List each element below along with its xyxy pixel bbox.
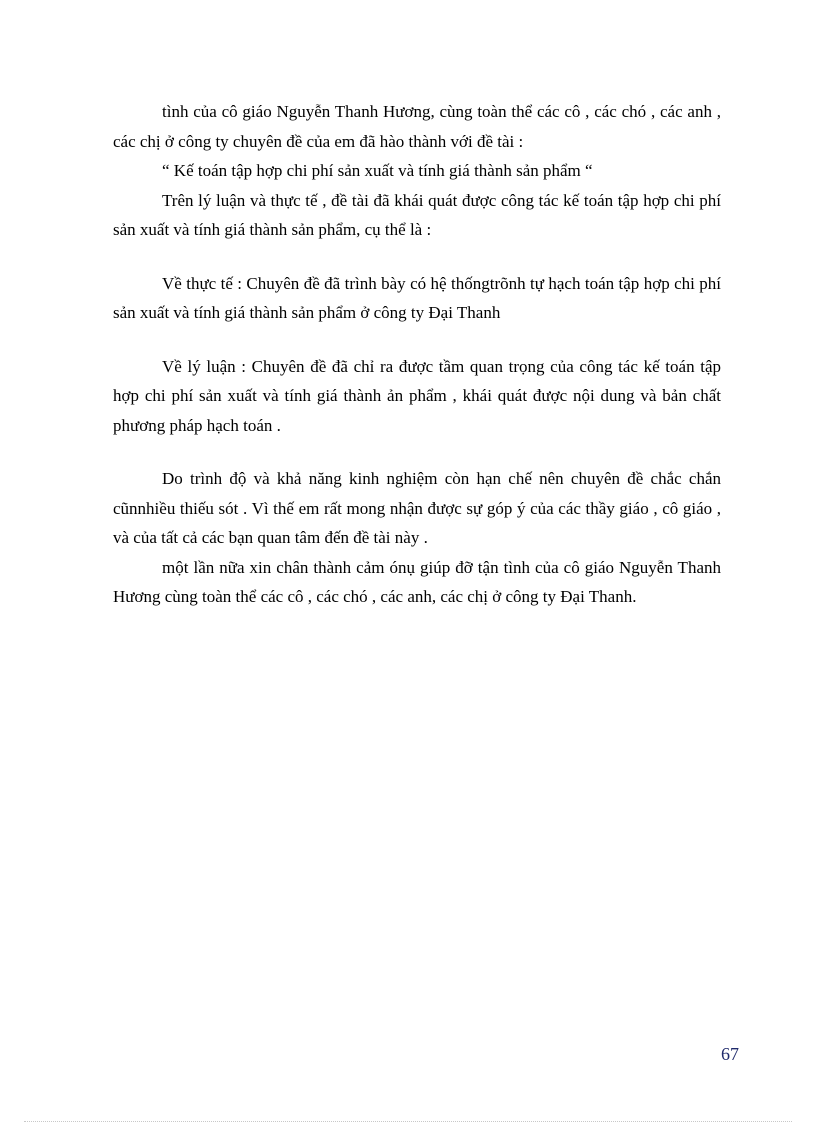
paragraph-opening: tình của cô giáo Nguyễn Thanh Hương, cùng toàn thể các cô , các chó , các anh , các chị ở công ty chuyên đề của em đã hào thành với đề tài : xyxy=(113,102,721,151)
paragraph-limitations: Do trình độ và khả năng kinh nghiệm còn hạn chế nên chuyên đề chắc chắn cũnnhiều thiếu sót . Vì thế em rất mong nhận được sự góp ý của các thầy giáo , cô giáo , và của tất cả các bạn quan tâm đến đề tài này . xyxy=(113,469,721,547)
paragraph-topic-title: “ Kế toán tập hợp chi phí sản xuất và tính giá thành sản phẩm “ xyxy=(162,161,593,180)
footer-divider xyxy=(24,1121,792,1122)
page-number: 67 xyxy=(721,1044,739,1064)
paragraph-theory: Về lý luận : Chuyên đề đã chỉ ra được tầm quan trọng của công tác kế toán tập hợp chi phí sản xuất và tính giá thành ản phẩm , khái quát được nội dung và bản chất phương pháp hạch toán . xyxy=(113,356,721,435)
paragraph-practice: Về thực tế : Chuyên đề đã trình bày có hệ thốngtrõnh tự hạch toán tập hợp chi phí sản xuất và tính giá thành sản phẩm ở công ty Đại Thanh xyxy=(113,273,721,322)
document-body xyxy=(113,97,721,612)
paragraph-overview: Trên lý luận và thực tế , đề tài đã khái quát được công tác kế toán tập hợp chi phí sản xuất và tính giá thành sản phẩm, cụ thể là : xyxy=(113,190,721,239)
paragraph-acknowledgement: một lần nữa xin chân thành cảm ónụ giúp đỡ tận tình của cô giáo Nguyễn Thanh Hương cùng toàn thể các cô , các chó , các anh, các chị ở công ty Đại Thanh. xyxy=(113,557,721,606)
